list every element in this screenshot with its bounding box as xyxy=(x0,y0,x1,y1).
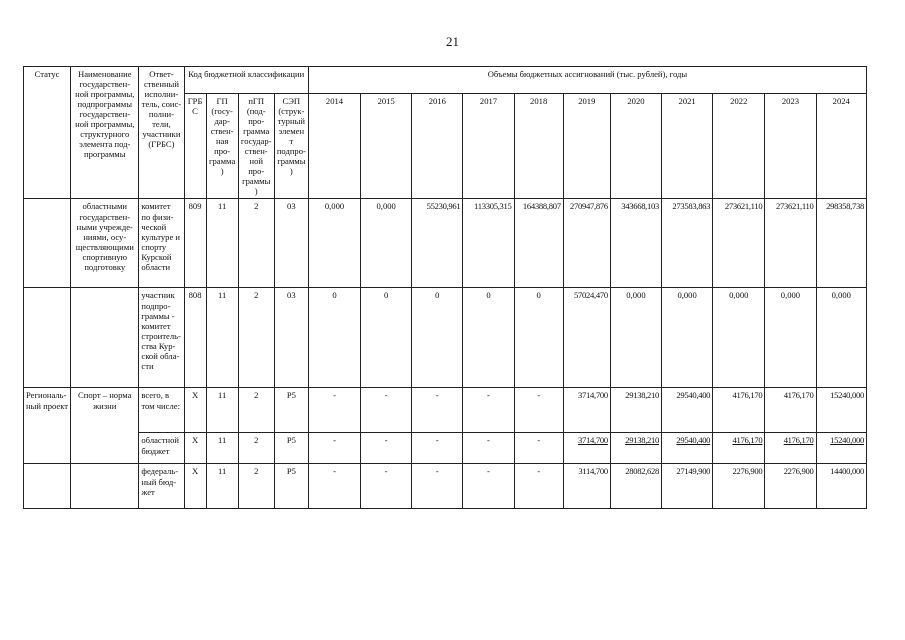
value-cell: - xyxy=(308,388,360,433)
value-cell: 0 xyxy=(412,288,463,388)
gp-cell: 11 xyxy=(206,433,238,464)
value-cell: 270947,876 xyxy=(563,199,610,288)
sep-cell: Р5 xyxy=(274,433,308,464)
name-cell xyxy=(71,288,139,388)
gp-cell: 11 xyxy=(206,388,238,433)
grbs-cell: Х xyxy=(184,388,206,433)
value-cell: 0,000 xyxy=(308,199,360,288)
sep-cell: 03 xyxy=(274,199,308,288)
header-year: 2023 xyxy=(765,94,816,199)
header-year: 2014 xyxy=(308,94,360,199)
value-cell: 0,000 xyxy=(610,288,661,388)
value-cell: 3714,700 xyxy=(563,388,610,433)
gp-cell: 11 xyxy=(206,199,238,288)
value-cell: 4176,170 xyxy=(713,433,765,464)
value-cell: 29138,210 xyxy=(610,433,661,464)
executor-cell: всего, в том числе: xyxy=(139,388,184,433)
value-cell: - xyxy=(412,388,463,433)
header-year: 2019 xyxy=(563,94,610,199)
value-cell: 15240,000 xyxy=(816,433,866,464)
value-cell: 29540,400 xyxy=(662,433,713,464)
value-cell: 27149,900 xyxy=(662,464,713,509)
value-cell: 2276,900 xyxy=(713,464,765,509)
header-year: 2016 xyxy=(412,94,463,199)
value-cell: - xyxy=(412,433,463,464)
value-cell: 0,000 xyxy=(361,199,412,288)
value-cell: 0 xyxy=(361,288,412,388)
table-row xyxy=(24,388,867,433)
status-cell xyxy=(24,288,71,388)
header-name: Наименование государствен-ной программы, подпрограммы государствен-ной программы, структурного элемента под-программы xyxy=(71,67,139,199)
header-year: 2018 xyxy=(514,94,563,199)
value-cell: - xyxy=(463,388,514,433)
value-cell: 0 xyxy=(308,288,360,388)
gp-cell: 11 xyxy=(206,288,238,388)
value-cell: - xyxy=(514,433,563,464)
value-cell: 3714,700 xyxy=(563,433,610,464)
value-cell: 273583,863 xyxy=(662,199,713,288)
value-cell: 113305,315 xyxy=(463,199,514,288)
value-cell: - xyxy=(308,433,360,464)
value-cell: 4176,170 xyxy=(765,388,816,433)
grbs-cell: 808 xyxy=(184,288,206,388)
value-cell: 15240,000 xyxy=(816,388,866,433)
value-cell: 29540,400 xyxy=(662,388,713,433)
sep-cell: 03 xyxy=(274,288,308,388)
header-grbs: ГРБ С xyxy=(184,94,206,199)
header-gp: ГП (госу-дар-ствен-ная про-грамма ) xyxy=(206,94,238,199)
header-year: 2020 xyxy=(610,94,661,199)
header-year: 2022 xyxy=(713,94,765,199)
value-cell: - xyxy=(412,464,463,509)
value-cell: 343668,103 xyxy=(610,199,661,288)
header-year: 2021 xyxy=(662,94,713,199)
pgp-cell: 2 xyxy=(238,388,274,433)
executor-cell: областной бюджет xyxy=(139,433,184,464)
executor-cell: федераль-ный бюд-жет xyxy=(139,464,184,509)
value-cell: 164388,807 xyxy=(514,199,563,288)
value-cell: 29138,210 xyxy=(610,388,661,433)
page-number: 21 xyxy=(446,34,459,49)
value-cell: 0,000 xyxy=(713,288,765,388)
value-cell: - xyxy=(361,464,412,509)
header-sep: СЭП (струк-турный элемент подпро-граммы) xyxy=(274,94,308,199)
value-cell: 0 xyxy=(463,288,514,388)
pgp-cell: 2 xyxy=(238,433,274,464)
grbs-cell: 809 xyxy=(184,199,206,288)
header-budget-code: Код бюджетной классификации xyxy=(184,67,308,94)
value-cell: 14400,000 xyxy=(816,464,866,509)
status-cell: Региональ-ный проект xyxy=(24,388,71,464)
header-year: 2015 xyxy=(361,94,412,199)
value-cell: 4176,170 xyxy=(765,433,816,464)
header-year: 2017 xyxy=(463,94,514,199)
table-row xyxy=(24,288,867,388)
value-cell: - xyxy=(361,433,412,464)
status-cell xyxy=(24,199,71,288)
value-cell: 0,000 xyxy=(662,288,713,388)
value-cell: 4176,170 xyxy=(713,388,765,433)
value-cell: 0,000 xyxy=(765,288,816,388)
executor-cell: участник подпро-граммы - комитет строитель-ства Кур-ской обла-сти xyxy=(139,288,184,388)
name-cell: Спорт – норма жизни xyxy=(71,388,139,464)
value-cell: 57024,470 xyxy=(563,288,610,388)
gp-cell: 11 xyxy=(206,464,238,509)
value-cell: 0,000 xyxy=(816,288,866,388)
pgp-cell: 2 xyxy=(238,464,274,509)
budget-table xyxy=(23,66,867,509)
value-cell: 273621,110 xyxy=(713,199,765,288)
header-status: Статус xyxy=(24,67,71,199)
value-cell: - xyxy=(361,388,412,433)
table-row xyxy=(24,433,867,464)
name-cell: областными государствен-ными учрежде-ниями, осу-ществляющими спортивную подготовку xyxy=(71,199,139,288)
value-cell: - xyxy=(463,464,514,509)
value-cell: - xyxy=(514,464,563,509)
table-row xyxy=(24,464,867,509)
header-volumes: Объемы бюджетных ассигнований (тыс. рублей), годы xyxy=(308,67,866,94)
sep-cell: Р5 xyxy=(274,388,308,433)
value-cell: 28082,628 xyxy=(610,464,661,509)
table-row xyxy=(24,199,867,288)
value-cell: 0 xyxy=(514,288,563,388)
executor-cell: комитет по физи-ческой культуре и спорту Курской области xyxy=(139,199,184,288)
grbs-cell: Х xyxy=(184,464,206,509)
value-cell: 298358,738 xyxy=(816,199,866,288)
value-cell: - xyxy=(514,388,563,433)
sep-cell: Р5 xyxy=(274,464,308,509)
status-cell xyxy=(24,464,71,509)
header-pgp: пГП (под-про-грамма государ-ствен-ной про-граммы) xyxy=(238,94,274,199)
value-cell: 3114,700 xyxy=(563,464,610,509)
value-cell: - xyxy=(463,433,514,464)
header-executor: Ответ-ственный исполни-тель, соис-полни-тели, участники (ГРБС) xyxy=(139,67,184,199)
value-cell: 55230,961 xyxy=(412,199,463,288)
name-cell xyxy=(71,464,139,509)
grbs-cell: Х xyxy=(184,433,206,464)
value-cell: 273621,110 xyxy=(765,199,816,288)
header-year: 2024 xyxy=(816,94,866,199)
value-cell: 2276,900 xyxy=(765,464,816,509)
pgp-cell: 2 xyxy=(238,288,274,388)
pgp-cell: 2 xyxy=(238,199,274,288)
value-cell: - xyxy=(308,464,360,509)
